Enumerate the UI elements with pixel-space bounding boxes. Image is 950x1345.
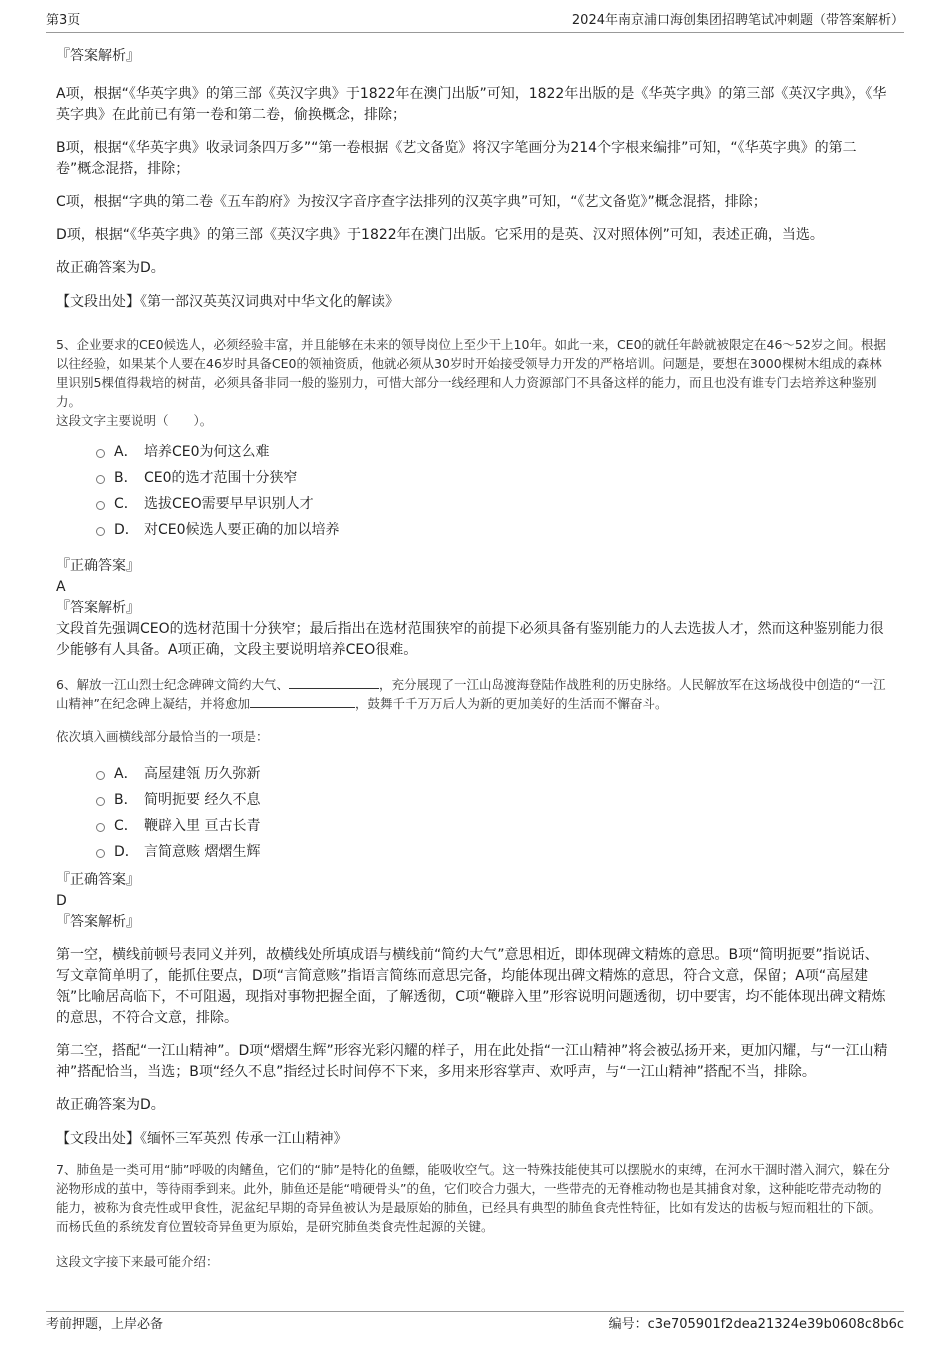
analysis-paragraph: D项，根据“《华英字典》的第三部《英汉字典》于1822年在澳门出版。它采用的是英、汉对照体例”可知，表述正确，当选。 xyxy=(56,227,824,243)
question-prompt: 依次填入画横线部分最恰当的一项是： xyxy=(56,729,269,744)
analysis-paragraph: C项，根据“字典的第二卷《五车韵府》为按汉字音序查字法排列的汉英字典”可知，“《艺文备览》”概念混搭，排除； xyxy=(56,194,767,210)
document-title: 2024年南京浦口海创集团招聘笔试冲刺题（带答案解析） xyxy=(571,13,904,28)
radio-button[interactable] xyxy=(96,449,105,458)
analysis-label: 『答案解析』 xyxy=(56,48,140,64)
option-b[interactable]: B． 简明扼要 经久不息 xyxy=(96,786,891,812)
correct-answer-label: 『正确答案』 xyxy=(56,558,140,574)
analysis-paragraph: 文段首先强调CEO的选材范围十分狭窄；最后指出在选材范围狭窄的前提下必须具备有鉴别能力的人去选拔人才，然而这种鉴别能力很少能够有人具备。A项正确，文段主要说明培养CEO很难。 xyxy=(56,621,884,658)
page-footer xyxy=(46,1311,904,1334)
footer-slogan: 考前押题，上岸必备 xyxy=(46,1317,164,1332)
radio-button[interactable] xyxy=(96,527,105,536)
radio-button[interactable] xyxy=(96,797,105,806)
radio-button[interactable] xyxy=(96,849,105,858)
option-a[interactable]: A． 高屋建瓴 历久弥新 xyxy=(96,760,891,786)
option-b[interactable]: B． CE0的选才范围十分狭窄 xyxy=(96,464,891,490)
fill-blank xyxy=(289,676,379,689)
radio-button[interactable] xyxy=(96,823,105,832)
analysis-paragraph: 第一空，横线前顿号表同义并列，故横线处所填成语与横线前“简约大气”意思相近，即体现碑文精炼的意思。B项“简明扼要”指说话、写文章简单明了，能抓住要点，D项“言简意赅”指语言简练而意思完备，均能体现出碑文精炼的意思，符合文意，保留；A项“高屋建瓴”比喻居高临下，不可阻遏，现指对事物把握全面，了解透彻，C项“鞭辟入里”形容说明问题透彻，切中要害，均不能体现出碑文精炼的意思，不符合文意，排除。 xyxy=(56,947,886,1026)
conclusion: 故正确答案为D。 xyxy=(56,1097,165,1113)
radio-button[interactable] xyxy=(96,475,105,484)
radio-button[interactable] xyxy=(96,771,105,780)
options-list xyxy=(96,760,891,864)
page-number: 第3页 xyxy=(46,13,81,28)
option-c[interactable]: C． 选拔CEO需要早早识别人才 xyxy=(96,490,891,516)
analysis-label: 『答案解析』 xyxy=(56,600,140,616)
correct-answer-label: 『正确答案』 xyxy=(56,872,140,888)
radio-button[interactable] xyxy=(96,501,105,510)
options-list xyxy=(96,438,891,542)
page-header xyxy=(46,12,904,33)
question-prompt: 这段文字接下来最可能介绍： xyxy=(56,1254,219,1269)
analysis-paragraph: 第二空，搭配“一江山精神”。D项“熠熠生辉”形容光彩闪耀的样子，用在此处指“一江山精神”将会被弘扬开来，更加闪耀，与“一江山精神”搭配恰当，当选；B项“经久不息”指经过长时间停不下来，多用来形容掌声、欢呼声，与“一江山精神”搭配不当，排除。 xyxy=(56,1043,888,1080)
question-stem: 5、企业要求的CE0候选人，必须经验丰富，并且能够在未来的领导岗位上至少干上10年。如此一来，CE0的就任年龄就被限定在46～52岁之间。根据以往经验，如果某个人要在46岁时具备CE0的领袖资质，他就必须从30岁时开始接受领导力开发的严格培训。问题是，要想在3000棵树木组成的森林里识别5棵值得栽培的树苗，必须具备非同一般的鉴别力，可惜大部分一线经理和人力资源部门不具备这样的能力，而且也没有谁专门去培养这种鉴别力。 xyxy=(56,337,886,409)
correct-answer: A xyxy=(56,579,66,595)
source-citation: 【文段出处】《缅怀三军英烈 传承一江山精神》 xyxy=(56,1131,348,1147)
option-c[interactable]: C． 鞭辟入里 亘古长青 xyxy=(96,812,891,838)
option-d[interactable]: D． 对CE0候选人要正确的加以培养 xyxy=(96,516,891,542)
analysis-label: 『答案解析』 xyxy=(56,914,140,930)
conclusion: 故正确答案为D。 xyxy=(56,260,165,276)
fill-blank xyxy=(250,695,355,708)
document-id: 编号：c3e705901f2dea21324e39b0608c8b6c xyxy=(608,1317,904,1332)
analysis-paragraph: A项，根据“《华英字典》的第三部《英汉字典》于1822年在澳门出版”可知，1822年出版的是《华英字典》的第三部《英汉字典》，《华英字典》在此前已有第一卷和第二卷，偷换概念，排除； xyxy=(56,86,887,123)
question-stem: 6、解放一江山烈士纪念碑碑文简约大气、 ，充分展现了一江山岛渡海登陆作战胜利的历史脉络。人民解放军在这场战役中创造的“一江山精神”在纪念碑上凝结，并将愈加 ，鼓舞千千万万后人为新的更加美好的生活而不懈奋斗。 xyxy=(56,677,886,711)
source-citation: 【文段出处】《第一部汉英英汉词典对中华文化的解读》 xyxy=(56,294,399,310)
analysis-paragraph: B项，根据“《华英字典》收录词条四万多”“第一卷根据《艺文备览》将汉字笔画分为214个字根来编排”可知，“《华英字典》的第二卷”概念混搭，排除； xyxy=(56,140,857,177)
option-a[interactable]: A． 培养CE0为何这么难 xyxy=(96,438,891,464)
option-d[interactable]: D． 言简意赅 熠熠生辉 xyxy=(96,838,891,864)
correct-answer: D xyxy=(56,893,67,909)
question-stem: 7、肺鱼是一类可用“肺”呼吸的肉鳍鱼，它们的“肺”是特化的鱼鳔，能吸收空气。这一特殊技能使其可以摆脱水的束缚，在河水干涸时潜入洞穴，躲在分泌物形成的茧中，等待雨季到来。此外，肺鱼还是能“啃硬骨头”的鱼，它们咬合力强大，一些带壳的无脊椎动物也是其捕食对象，这种能吃带壳动物的能力，被称为食壳性或甲食性，泥盆纪早期的奇异鱼被认为是最原始的肺鱼，已经具有典型的肺鱼食壳性特征，比如有发达的齿板与短而粗壮的下颌。而杨氏鱼的系统发育位置较奇异鱼更为原始，是研究肺鱼类食壳性起源的关键。 xyxy=(56,1162,890,1234)
question-prompt: 这段文字主要说明（ ）。 xyxy=(56,413,213,428)
document-body xyxy=(56,42,891,1271)
